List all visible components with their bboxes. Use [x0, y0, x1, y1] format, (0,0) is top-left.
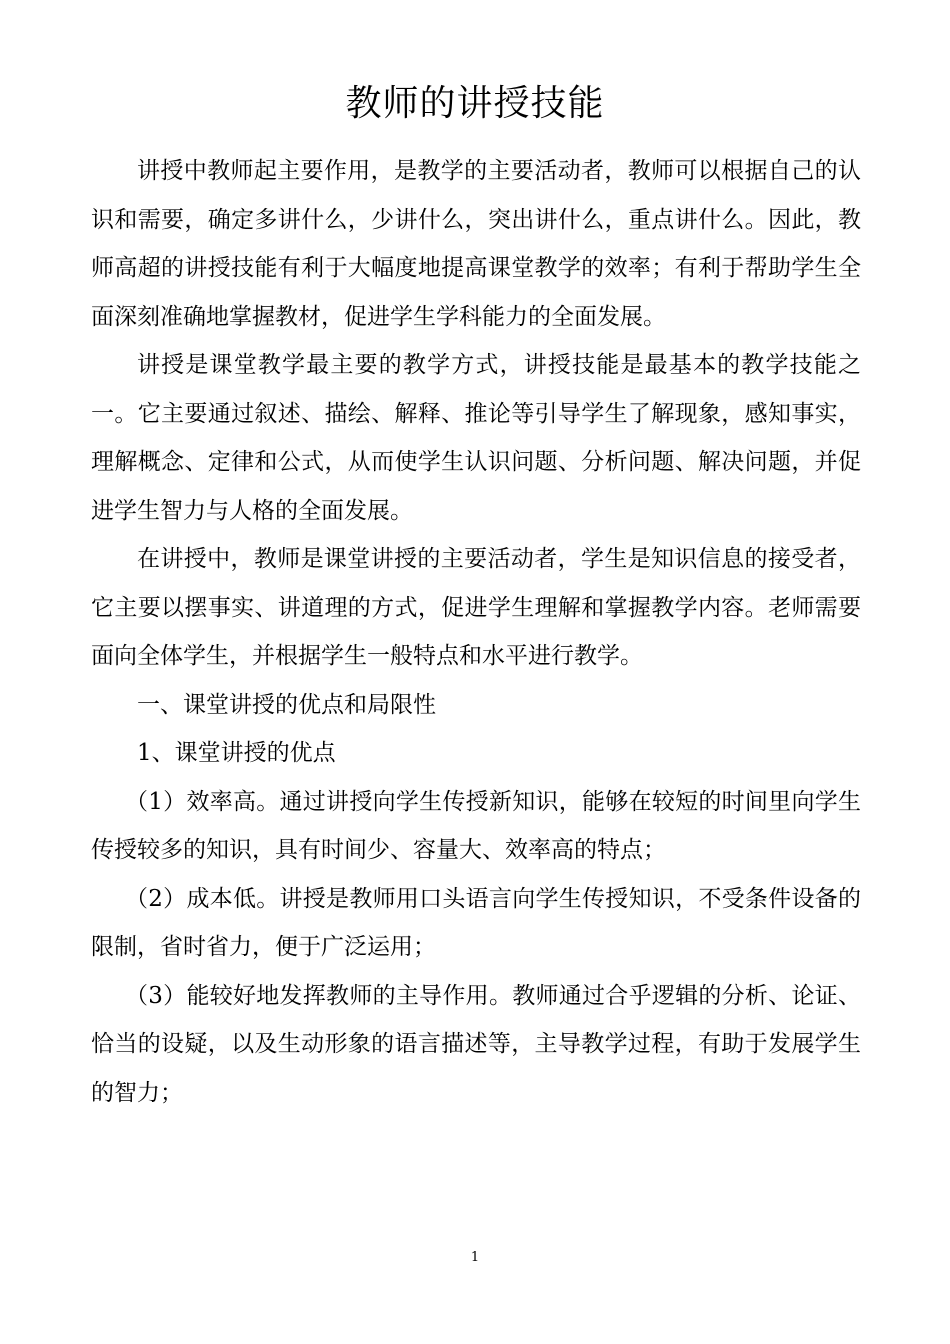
section-heading: 一、课堂讲授的优点和局限性 [137, 691, 436, 718]
subsection-heading: 1、课堂讲授的优点 [137, 740, 336, 766]
document-body [91, 147, 861, 1117]
list-item-2: （2）成本低。讲授是教师用口头语言向学生传授知识，不受条件设备的限制，省时省力，便于广泛运用； [91, 885, 861, 960]
paragraph-2: 讲授是课堂教学最主要的教学方式，讲授技能是最基本的教学技能之一。它主要通过叙述、描绘、解释、推论等引导学生了解现象，感知事实，理解概念、定律和公式，从而使学生认识问题、分析问题、解决问题，并促进学生智力与人格的全面发展。 [91, 352, 861, 524]
page-number: 1 [470, 1250, 480, 1265]
list-item-1: （1）效率高。通过讲授向学生传授新知识，能够在较短的时间里向学生传授较多的知识，具有时间少、容量大、效率高的特点； [91, 788, 861, 863]
paragraph-3: 在讲授中，教师是课堂讲授的主要活动者，学生是知识信息的接受者，它主要以摆事实、讲道理的方式，促进学生理解和掌握教学内容。老师需要面向全体学生，并根据学生一般特点和水平进行教学。 [91, 546, 861, 669]
document-title: 教师的讲授技能 [345, 83, 605, 124]
list-item-3: （3）能较好地发挥教师的主导作用。教师通过合乎逻辑的分析、论证、恰当的设疑，以及生动形象的语言描述等，主导教学过程，有助于发展学生的智力； [91, 982, 861, 1106]
paragraph-1: 讲授中教师起主要作用，是教学的主要活动者，教师可以根据自己的认识和需要，确定多讲什么，少讲什么，突出讲什么，重点讲什么。因此，教师高超的讲授技能有利于大幅度地提高课堂教学的效率；有利于帮助学生全面深刻准确地掌握教材，促进学生学科能力的全面发展。 [91, 158, 861, 330]
